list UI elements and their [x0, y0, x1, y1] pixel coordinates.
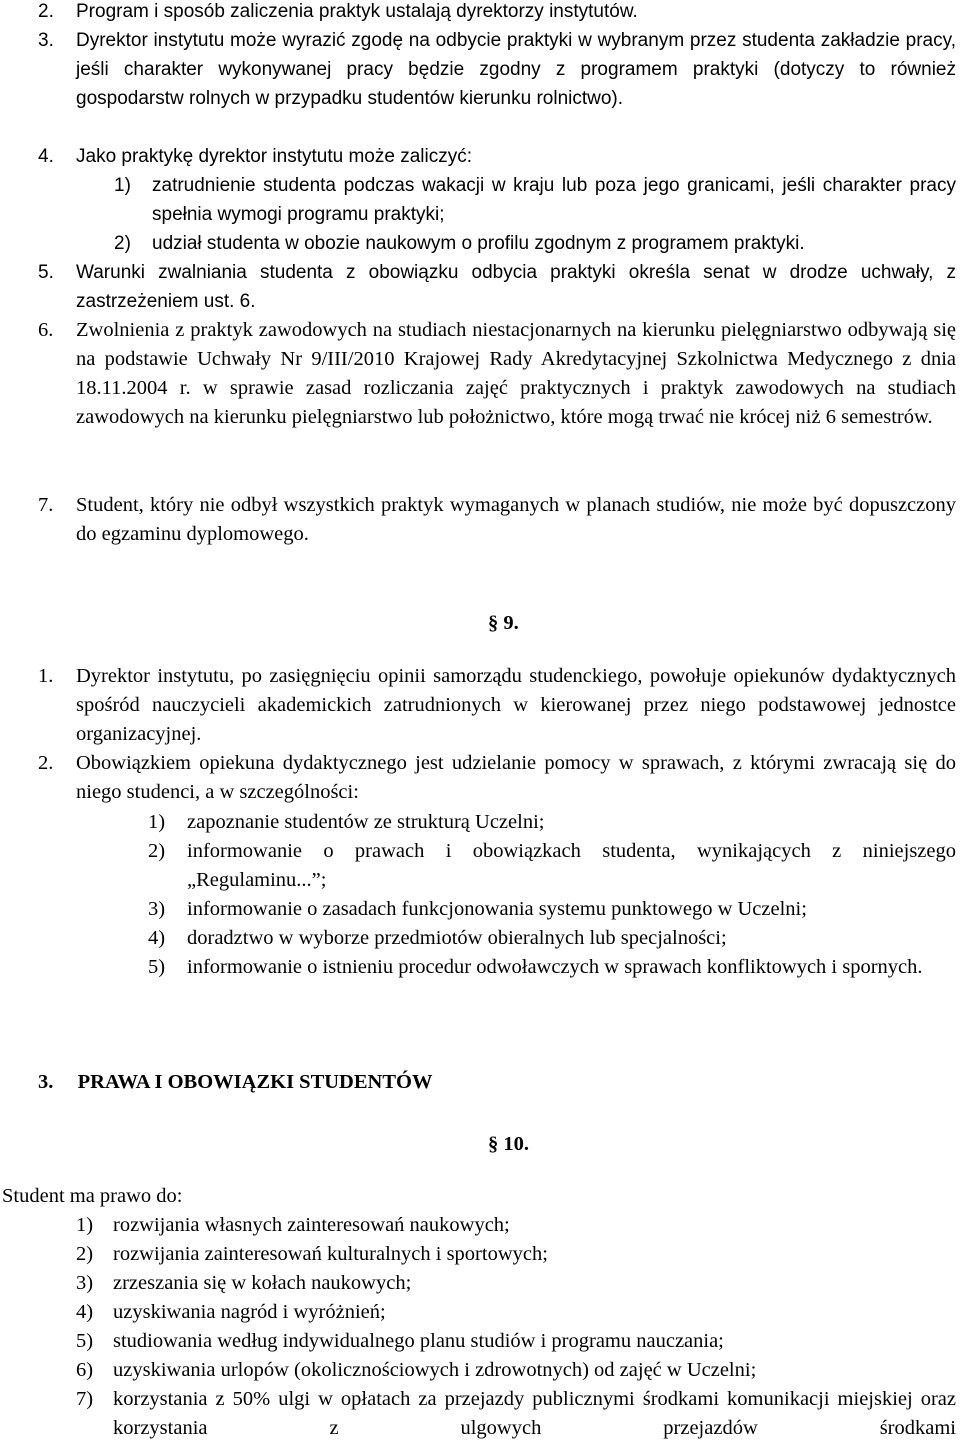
- item-number: 2.: [38, 752, 54, 774]
- item-text: Jako praktykę dyrektor instytutu może zaliczyć:: [76, 146, 472, 167]
- sub-list-item: [114, 229, 956, 258]
- item-text: Dyrektor instytutu, po zasięgnięciu opinii samorządu studenckiego, powołuje opiekunów dydaktycznych spośród nauczycieli akademickich zatrudnionych w kierowanej przez niego podstawowej jednostce organizacyjnej.: [76, 665, 956, 745]
- item-text: rozwijania własnych zainteresowań naukowych;: [113, 1214, 510, 1236]
- rights-intro: Student ma prawo do:: [2, 1185, 183, 1207]
- list-item: [76, 1327, 956, 1356]
- item-number: 1.: [38, 665, 54, 687]
- item-text: rozwijania zainteresowań kulturalnych i sportowych;: [113, 1243, 548, 1265]
- item-number: 7): [76, 1388, 94, 1410]
- item-number: 2): [148, 840, 166, 862]
- item-number: 5): [148, 956, 166, 978]
- sub-list-item: [148, 837, 956, 895]
- list-item: [76, 1356, 956, 1385]
- item-text: informowanie o zasadach funkcjonowania systemu punktowego w Uczelni;: [187, 898, 807, 920]
- list-item: [38, 662, 956, 749]
- item-number: 1): [76, 1214, 94, 1236]
- item-text: uzyskiwania urlopów (okolicznościowych i zdrowotnych) od zajęć w Uczelni;: [113, 1359, 757, 1381]
- list-item: [38, 142, 956, 171]
- item-text: informowanie o istnieniu procedur odwoławczych w sprawach konfliktowych i spornych.: [187, 956, 923, 978]
- item-text: udział studenta w obozie naukowym o profilu zgodnym z programem praktyki.: [152, 233, 805, 254]
- item-number: 6.: [38, 319, 54, 341]
- paragraph-heading-9: § 9.: [488, 612, 519, 634]
- item-number: 7.: [38, 494, 54, 516]
- list-item: [76, 1298, 956, 1327]
- list-item: [38, 0, 958, 26]
- item-text: studiowania według indywidualnego planu studiów i programu nauczania;: [113, 1330, 724, 1352]
- list-item: [76, 1211, 956, 1240]
- item-number: 3): [76, 1272, 94, 1294]
- section-title: PRAWA I OBOWIĄZKI STUDENTÓW: [77, 1071, 433, 1093]
- sub-list-item: [148, 895, 956, 924]
- item-number: 2): [76, 1243, 94, 1265]
- item-text: Program i sposób zaliczenia praktyk ustalają dyrektorzy instytutów.: [76, 1, 638, 22]
- item-text: Student, który nie odbył wszystkich praktyk wymaganych w planach studiów, nie może być dopuszczony do egzaminu dyplomowego.: [76, 494, 956, 545]
- item-text: doradztwo w wyborze przedmiotów obieralnych lub specjalności;: [187, 927, 727, 949]
- list-item: [76, 1269, 956, 1298]
- item-number: 3.: [38, 30, 54, 51]
- section-number: 3.: [38, 1071, 54, 1093]
- item-text: Warunki zwalniania studenta z obowiązku odbycia praktyki określa senat w drodze uchwały, z zastrzeżeniem ust. 6.: [76, 262, 956, 312]
- item-text: zapoznanie studentów ze strukturą Uczelni;: [187, 811, 545, 833]
- sub-list-item: [148, 924, 956, 953]
- section-heading: [38, 1068, 432, 1097]
- sub-list-item: [148, 808, 956, 837]
- item-number: 2.: [38, 1, 54, 22]
- item-number: 6): [76, 1359, 94, 1381]
- list-item: [38, 491, 956, 549]
- item-text: zatrudnienie studenta podczas wakacji w kraju lub poza jego granicami, jeśli charakter pracy spełnia wymogi programu praktyki;: [152, 175, 956, 225]
- list-item: [38, 316, 956, 432]
- sub-list-item: [114, 171, 956, 229]
- list-item: [38, 749, 956, 807]
- item-number: 4): [148, 927, 166, 949]
- item-text: Obowiązkiem opiekuna dydaktycznego jest udzielanie pomocy w sprawach, z którymi zwracają się do niego studenci, a w szczególności:: [76, 752, 956, 803]
- item-text: uzyskiwania nagród i wyróżnień;: [113, 1301, 386, 1323]
- item-number: 1): [148, 811, 166, 833]
- item-number: 4.: [38, 146, 54, 167]
- item-number: 3): [148, 898, 166, 920]
- item-text: Zwolnienia z praktyk zawodowych na studiach niestacjonarnych na kierunku pielęgniarstwo odbywają się na podstawie Uchwały Nr 9/III/2010 Krajowej Rady Akredytacyjnej Szkolnictwa Medycznego z dnia 18.11.2004 r. w sprawie zasad rozliczania zajęć praktycznych i praktyk zawodowych na studiach zawodowych na kierunku pielęgniarstwo lub położnictwo, które mogą trwać nie krócej niż 6 semestrów.: [76, 319, 956, 428]
- item-number: 5.: [38, 262, 54, 283]
- list-item: [76, 1240, 956, 1269]
- item-number: 4): [76, 1301, 94, 1323]
- item-text: Dyrektor instytutu może wyrazić zgodę na odbycie praktyki w wybranym przez studenta zakładzie pracy, jeśli charakter wykonywanej pracy będzie zgodny z programem praktyki (dotyczy to również gospodarstw rolnych w przypadku studentów kierunku rolnictwo).: [76, 30, 956, 109]
- item-number: 2): [114, 233, 131, 254]
- item-text: informowanie o prawach i obowiązkach studenta, wynikających z niniejszego „Regulaminu...”;: [187, 840, 956, 891]
- list-item: [76, 1385, 956, 1443]
- list-item: [38, 26, 956, 113]
- paragraph-heading-10: § 10.: [488, 1133, 529, 1155]
- item-number: 1): [114, 175, 131, 196]
- item-text: korzystania z 50% ulgi w opłatach za przejazdy publicznymi środkami komunikacji miejskiej oraz korzystania z ulgowych przejazdów środkami: [113, 1388, 956, 1439]
- list-item: [38, 258, 956, 316]
- item-number: 5): [76, 1330, 94, 1352]
- item-text: zrzeszania się w kołach naukowych;: [113, 1272, 412, 1294]
- sub-list-item: [148, 953, 956, 982]
